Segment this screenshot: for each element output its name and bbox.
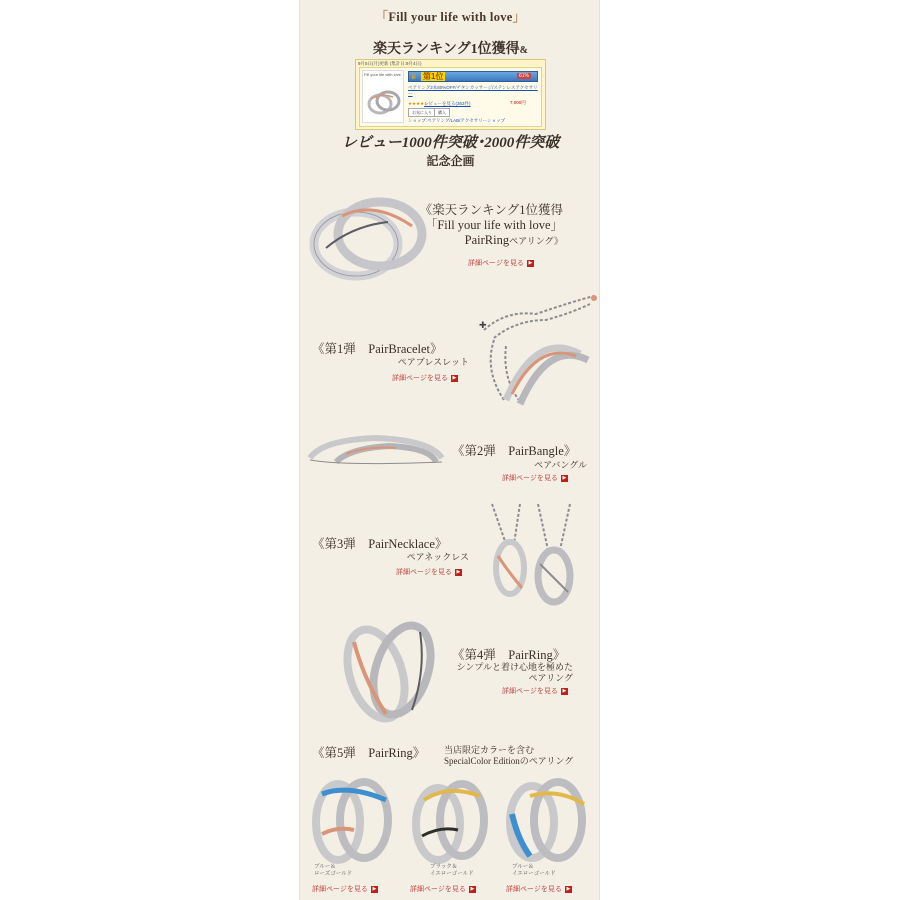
play-arrow-icon: ▶	[562, 474, 567, 481]
favorite-button[interactable]: お気に入り	[408, 108, 436, 117]
detail-link-ring4[interactable]	[502, 686, 568, 696]
edition-blue-rosegold-image[interactable]	[308, 770, 398, 866]
review-subheadline: 記念企画	[426, 154, 475, 168]
review-headline: レビュー1000件突破･2000件突破	[341, 135, 560, 151]
tagline-open-bracket: 「	[375, 10, 389, 24]
product-ring5-subtitle-line1: 当店限定カラーを含む	[444, 745, 535, 755]
product-bangle-subtitle: ペアバングル	[534, 460, 587, 470]
detail-link-label: 詳細ページを見る	[312, 886, 368, 893]
shop-link[interactable]: ショップ:ペアリング/LAB/アクセサリーショップ	[408, 118, 506, 123]
edition-black-yellowgold-image[interactable]	[404, 770, 494, 870]
ranking-headline-text: 楽天ランキング1位獲得	[373, 42, 520, 57]
ranking-price: 7,000円	[510, 100, 526, 105]
edition3-label	[512, 864, 556, 878]
rank-label: 第1位	[423, 72, 444, 81]
detail-link-bangle[interactable]	[502, 473, 568, 483]
pair-bracelet-image[interactable]	[476, 290, 596, 414]
ranking-screenshot	[355, 59, 546, 130]
product-ring5-title: 《第5弾 PairRing》	[312, 746, 426, 760]
ranking-card	[359, 67, 542, 127]
pair-necklace-image[interactable]	[484, 500, 584, 604]
rank-bar	[408, 71, 538, 82]
ranking-thumbnail	[362, 70, 404, 123]
detail-link-label: 詳細ページを見る	[502, 688, 558, 695]
product-bangle-title: 《第2弾 PairBangle》	[452, 444, 577, 458]
edition1-label-line1: ブルー＆	[314, 864, 336, 870]
play-arrow-icon: ▶	[372, 885, 377, 892]
product-ring4-subtitle-line2: ペアリング	[528, 673, 573, 683]
product-ranking-title-suffix: ペアリング》	[509, 236, 563, 246]
ranking-amp: &	[519, 45, 528, 56]
tagline-close-bracket: 」	[512, 10, 526, 24]
pair-ring-4th-image[interactable]	[334, 610, 454, 728]
ranking-product-link[interactable]: ペアリング2本80%OFF/チタンカッサージ/ステンレスアクセサリー	[408, 85, 538, 96]
rating-stars: ★★★★☆	[408, 101, 429, 106]
edition3-label-line2: イエローゴールド	[512, 871, 556, 877]
play-arrow-icon: ▶	[566, 885, 571, 892]
detail-link-ranking-ring[interactable]	[468, 258, 534, 268]
product-ring4-subtitle-line1: シンプルと着け心地を極めた	[456, 662, 573, 672]
detail-link-label: 詳細ページを見る	[468, 260, 524, 267]
product-necklace-title: 《第3弾 PairNecklace》	[312, 537, 448, 551]
play-arrow-icon: ▶	[452, 374, 457, 381]
thumbnail-rings-image	[363, 71, 403, 121]
rank-percent-badge: 61%	[519, 73, 530, 79]
edition-blue-yellowgold-image[interactable]	[500, 770, 592, 866]
product-ranking-title-main: PairRing	[464, 233, 510, 247]
ranking-headline	[320, 38, 581, 58]
product-necklace-subtitle: ペアネックレス	[406, 552, 469, 562]
play-arrow-icon: ▶	[528, 259, 533, 266]
review-link[interactable]: レビューを見る(363件)	[424, 101, 471, 106]
pair-bangle-image[interactable]	[306, 432, 446, 468]
detail-link-label: 詳細ページを見る	[502, 475, 558, 482]
promo-panel	[299, 0, 600, 900]
detail-link-label: 詳細ページを見る	[506, 886, 562, 893]
tagline-text: Fill your life with love	[388, 10, 513, 24]
ranking-date: 9月5日(月)更新 (集計日:9月4日)	[358, 61, 422, 66]
edition2-label	[430, 864, 474, 878]
product-ranking-title-line1: 《楽天ランキング1位獲得	[419, 203, 563, 217]
product-ring5-subtitle-line2: SpecialColor Editionのペアリング	[444, 756, 574, 766]
product-ring4-subtitle	[457, 662, 573, 684]
edition3-label-line1: ブルー＆	[512, 864, 534, 870]
detail-link-edition2[interactable]	[410, 884, 476, 894]
detail-link-bracelet[interactable]	[392, 373, 458, 383]
edition2-label-line1: ブラック＆	[430, 864, 458, 870]
detail-link-label: 詳細ページを見る	[396, 569, 452, 576]
product-bracelet-subtitle: ペアブレスレット	[397, 357, 469, 367]
play-arrow-icon: ▶	[456, 568, 461, 575]
product-ranking-title	[420, 203, 563, 248]
product-ring5-subtitle	[444, 745, 573, 767]
tagline	[340, 7, 561, 25]
detail-link-necklace[interactable]	[396, 567, 462, 577]
play-arrow-icon: ▶	[562, 687, 567, 694]
edition1-label-line2: ローズゴールド	[314, 871, 353, 877]
buy-button[interactable]: 購入	[434, 108, 450, 117]
ranking-pair-ring-image[interactable]	[304, 186, 434, 290]
crown-icon: ♛	[410, 72, 418, 81]
edition1-label	[314, 864, 352, 878]
play-arrow-icon: ▶	[470, 885, 475, 892]
detail-link-label: 詳細ページを見る	[392, 375, 448, 382]
detail-link-label: 詳細ページを見る	[410, 886, 466, 893]
detail-link-edition3[interactable]	[506, 884, 572, 894]
cross-charm-icon: ✚	[479, 321, 487, 331]
product-ring4-title: 《第4弾 PairRing》	[452, 648, 566, 662]
thumbnail-caption: Fill your life with love	[364, 72, 401, 77]
product-ranking-title-line2: 「Fill your life with love」	[424, 218, 563, 232]
edition2-label-line2: イエローゴールド	[430, 871, 474, 877]
product-bracelet-title: 《第1弾 PairBracelet》	[312, 342, 443, 356]
detail-link-edition1[interactable]	[312, 884, 378, 894]
